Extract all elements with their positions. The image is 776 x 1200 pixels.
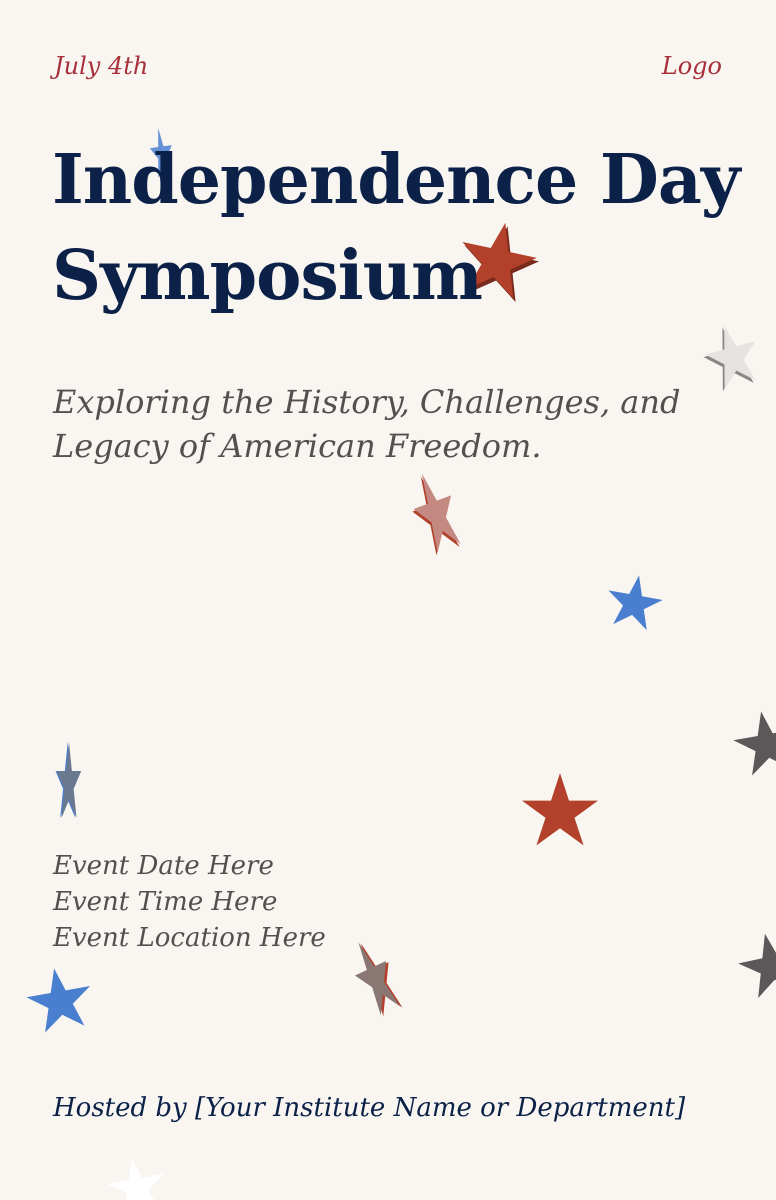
title-line-1: Independence Day — [52, 140, 740, 220]
event-time: Event Time Here — [53, 887, 278, 917]
star-icon — [603, 571, 666, 632]
title-line-2: Symposium — [52, 236, 482, 316]
star-icon — [22, 963, 96, 1035]
subtitle-line-2: Legacy of American Freedom. — [53, 427, 542, 465]
star-icon — [56, 742, 82, 818]
hosted-by: Hosted by [Your Institute Name or Department] — [53, 1093, 686, 1123]
star-icon — [697, 318, 766, 393]
subtitle — [53, 380, 693, 468]
star-icon — [343, 934, 409, 1020]
logo-placeholder: Logo — [661, 52, 722, 80]
event-location: Event Location Here — [53, 923, 326, 953]
star-icon — [401, 467, 468, 558]
page-title — [52, 132, 752, 324]
star-icon — [729, 706, 776, 778]
star-icon — [733, 927, 776, 1001]
subtitle-line-1: Exploring the History, Challenges, and — [53, 383, 681, 421]
star-icon — [522, 773, 598, 845]
star-icon — [104, 1154, 170, 1200]
event-details — [53, 848, 326, 956]
event-date: Event Date Here — [53, 851, 274, 881]
event-date-label: July 4th — [54, 52, 149, 80]
